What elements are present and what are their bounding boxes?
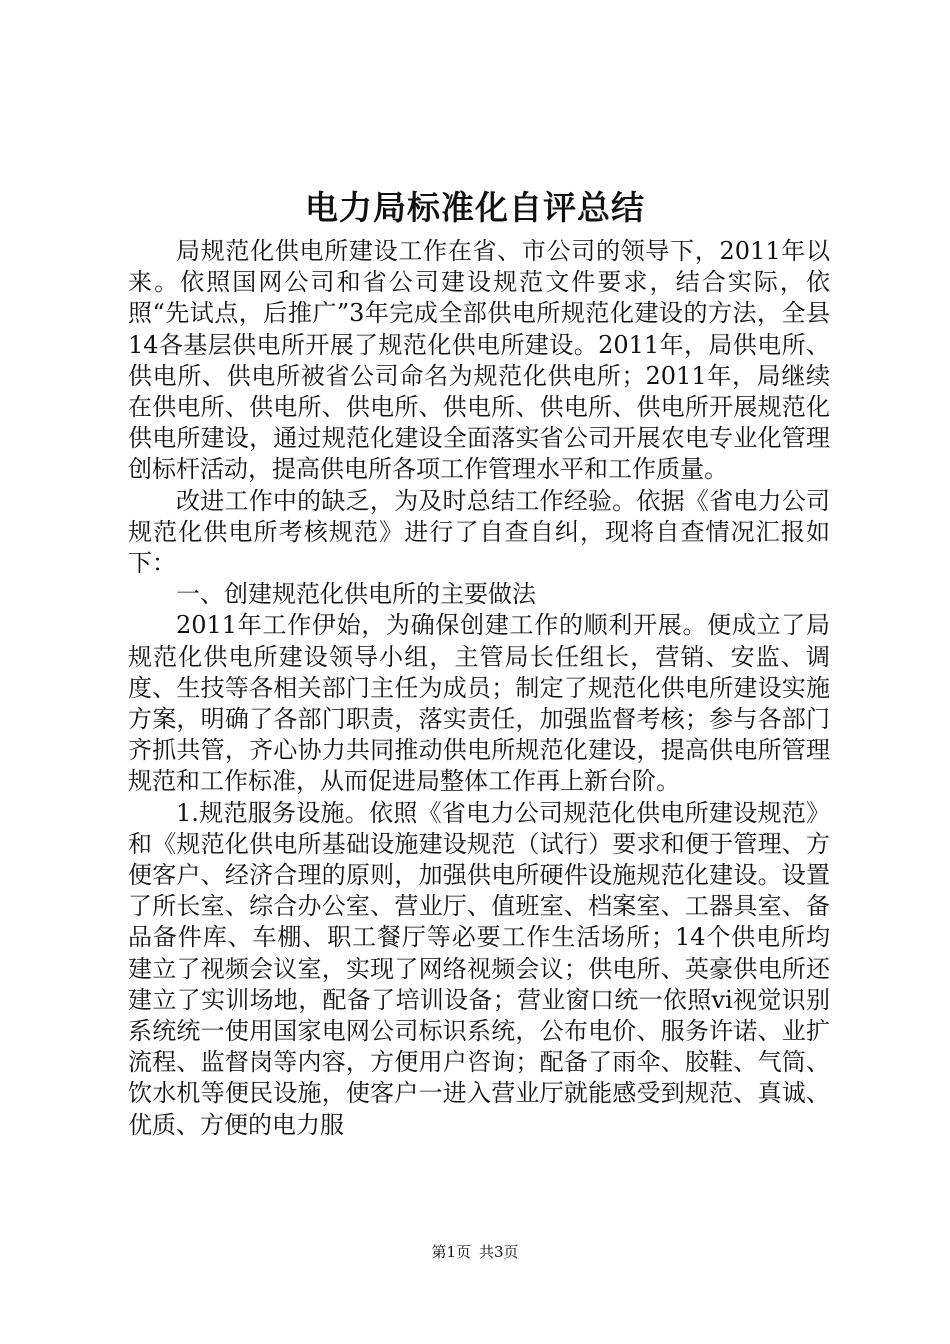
- page-footer: [0, 1242, 950, 1262]
- section-heading: 一、创建规范化供电所的主要做法: [176, 580, 536, 609]
- paragraph-organization: 2011年工作伊始，为确保创建工作的顺利开展。便成立了局规范化供电所建设领导小组，主管局长任组长，营销、安监、调度、生技等各相关部门主任为成员；制定了规范化供电所建设实施方案，明确了各部门职责，落实责任，加强监督考核；参与各部门齐抓共管，齐心协力共同推动供电所规范化建设，提高供电所管理规范和工作标准，从而促进局整体工作再上新台阶。: [128, 611, 830, 796]
- page-total: 共3页: [479, 1243, 519, 1261]
- paragraph-service-facilities: 1.规范服务设施。依照《省电力公司规范化供电所建设规范》和《规范化供电所基础设施建设规范（试行）要求和便于管理、方便客户、经济合理的原则，加强供电所硬件设施规范化建设。设置了所长室、综合办公室、营业厅、值班室、档案室、工器具室、备品备件库、车棚、职工餐厅等必要工作生活场所；14个供电所均建立了视频会议室，实现了网络视频会议；供电所、英豪供电所还建立了实训场地，配备了培训设备；营业窗口统一依照vi视觉识别系统统一使用国家电网公司标识系统，公布电价、服务许诺、业扩流程、监督岗等内容，方便用户咨询；配备了雨伞、胶鞋、气筒、饮水机等便民设施，使客户一进入营业厅就能感受到规范、真诚、优质、方便的电力服: [128, 798, 830, 1139]
- paragraph-intro: 局规范化供电所建设工作在省、市公司的领导下，2011年以来。依照国网公司和省公司建设规范文件要求，结合实际，依照“先试点，后推广”3年完成全部供电所规范化建设的方法，全县14各基层供电所开展了规范化供电所建设。2011年，局供电所、供电所、供电所被省公司命名为规范化供电所；2011年，局继续在供电所、供电所、供电所、供电所、供电所、供电所开展规范化供电所建设，通过规范化建设全面落实省公司开展农电专业化管理创标杆活动，提高供电所各项工作管理水平和工作质量。: [128, 237, 830, 484]
- document-body: [128, 236, 830, 1141]
- page-number: 第1页: [431, 1243, 471, 1261]
- document-title: 电力局标准化自评总结: [305, 188, 645, 227]
- paragraph-self-check: 改进工作中的缺乏，为及时总结工作经验。依据《省电力公司规范化供电所考核规范》进行了自查自纠，现将自查情况汇报如下：: [128, 486, 830, 578]
